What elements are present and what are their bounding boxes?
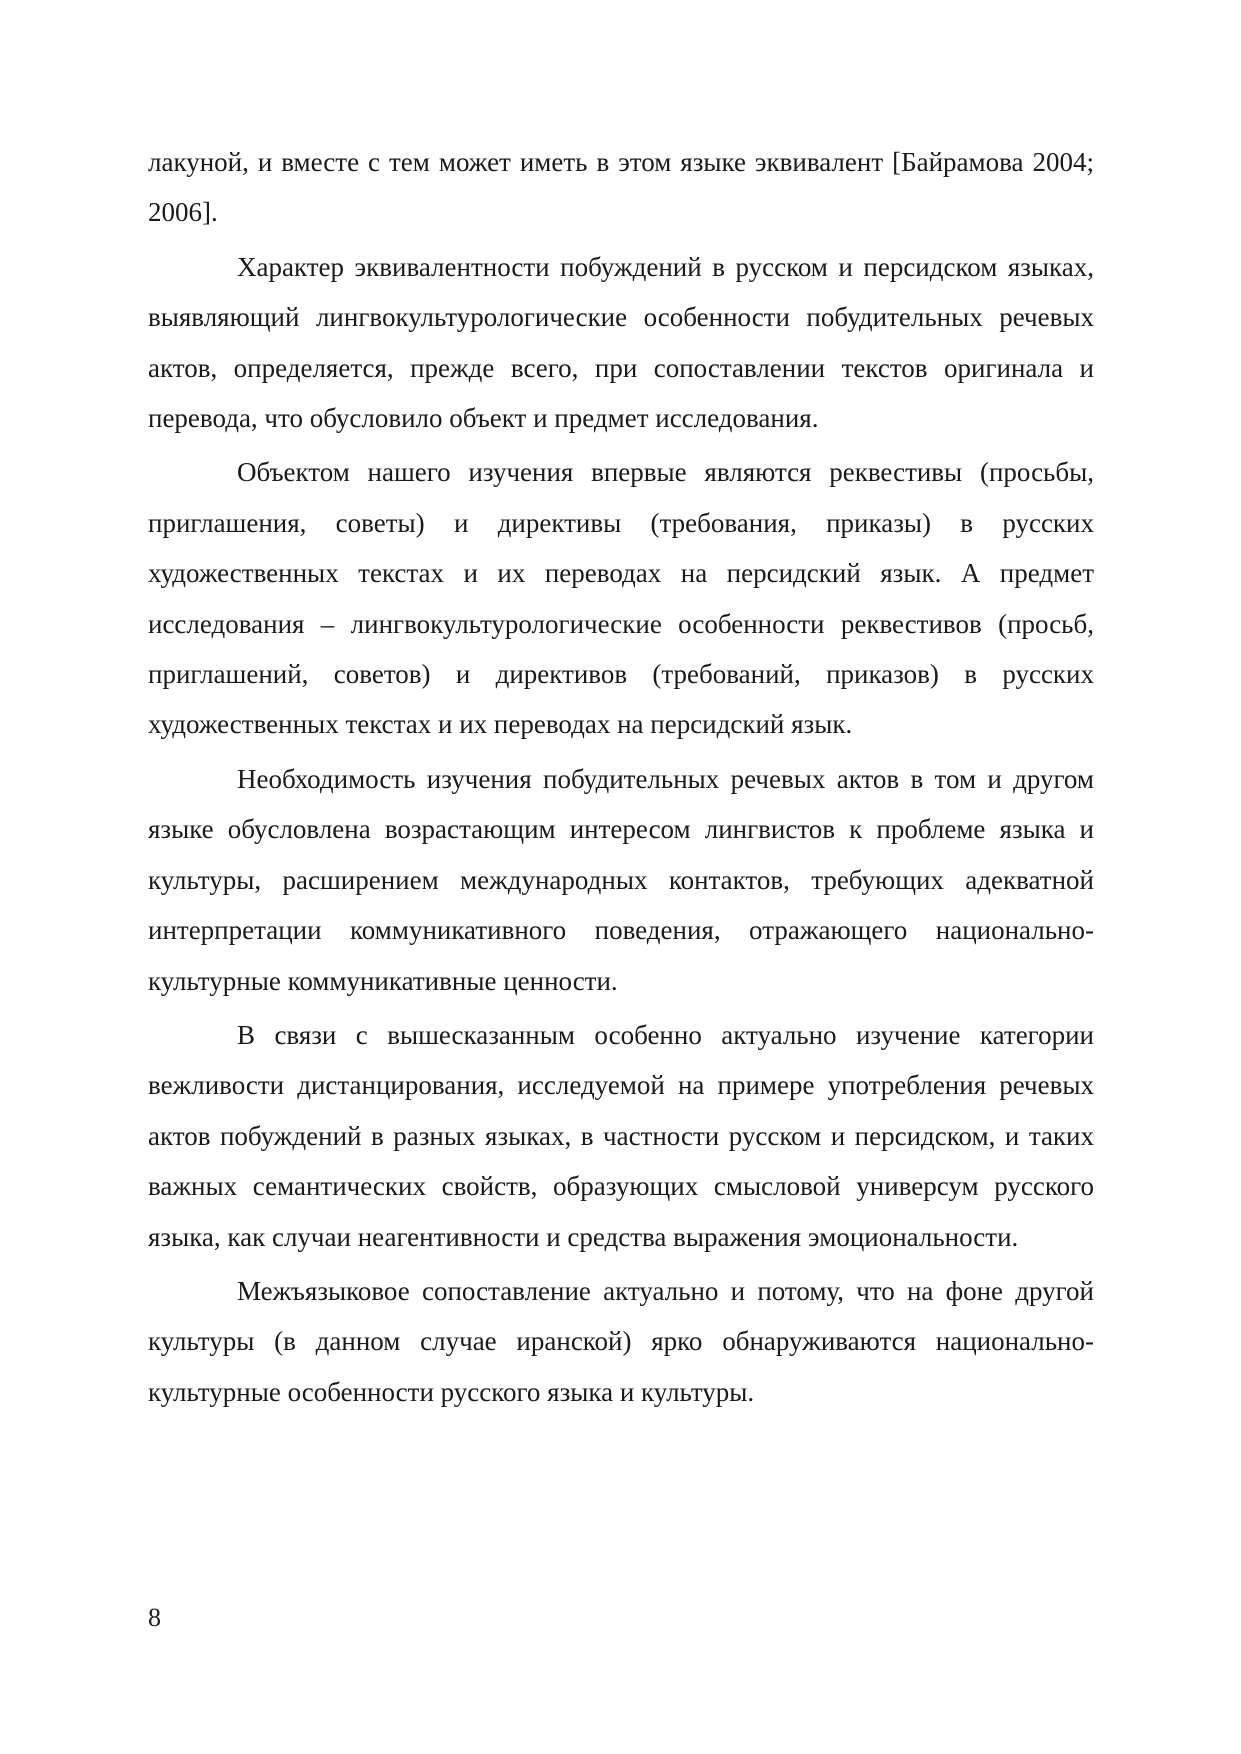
paragraph: Межъязыковое сопоставление актуально и потому, что на фоне другой культуры (в данном случае иранской) ярко обнаруживаются национально-культурные особенности русского языка и культуры. (148, 1275, 1094, 1407)
body-text (148, 137, 1094, 1421)
paragraph: Объектом нашего изучения впервые являются реквестивы (просьбы, приглашения, советы) и директивы (требования, приказы) в русских художественных текстах и их переводах на персидский язык. А предмет исследования – лингвокультурологические особенности реквестивов (просьб, приглашений, советов) и директивов (требований, приказов) в русских художественных текстах и их переводах на персидский язык. (148, 457, 1094, 740)
paragraph: В связи с вышесказанным особенно актуально изучение категории вежливости дистанцирования, исследуемой на примере употребления речевых актов побуждений в разных языках, в частности русском и персидском, и таких важных семантических свойств, образующих смысловой универсум русского языка, как случаи неагентивности и средства выражения эмоциональности. (148, 1019, 1094, 1252)
paragraph: Необходимость изучения побудительных речевых актов в том и другом языке обусловлена возрастающим интересом лингвистов к проблеме языка и культуры, расширением международных контактов, требующих адекватной интерпретации коммуникативного поведения, отражающего национально-культурные коммуникативные ценности. (148, 763, 1094, 996)
page-number: 8 (148, 1603, 161, 1632)
paragraph: Характер эквивалентности побуждений в русском и персидском языках, выявляющий лингвокультурологические особенности побудительных речевых актов, определяется, прежде всего, при сопоставлении текстов оригинала и перевода, что обусловило объект и предмет исследования. (148, 251, 1094, 434)
paragraph: лакуной, и вместе с тем может иметь в этом языке эквивалент [Байрамова 2004; 2006]. (148, 147, 1094, 228)
